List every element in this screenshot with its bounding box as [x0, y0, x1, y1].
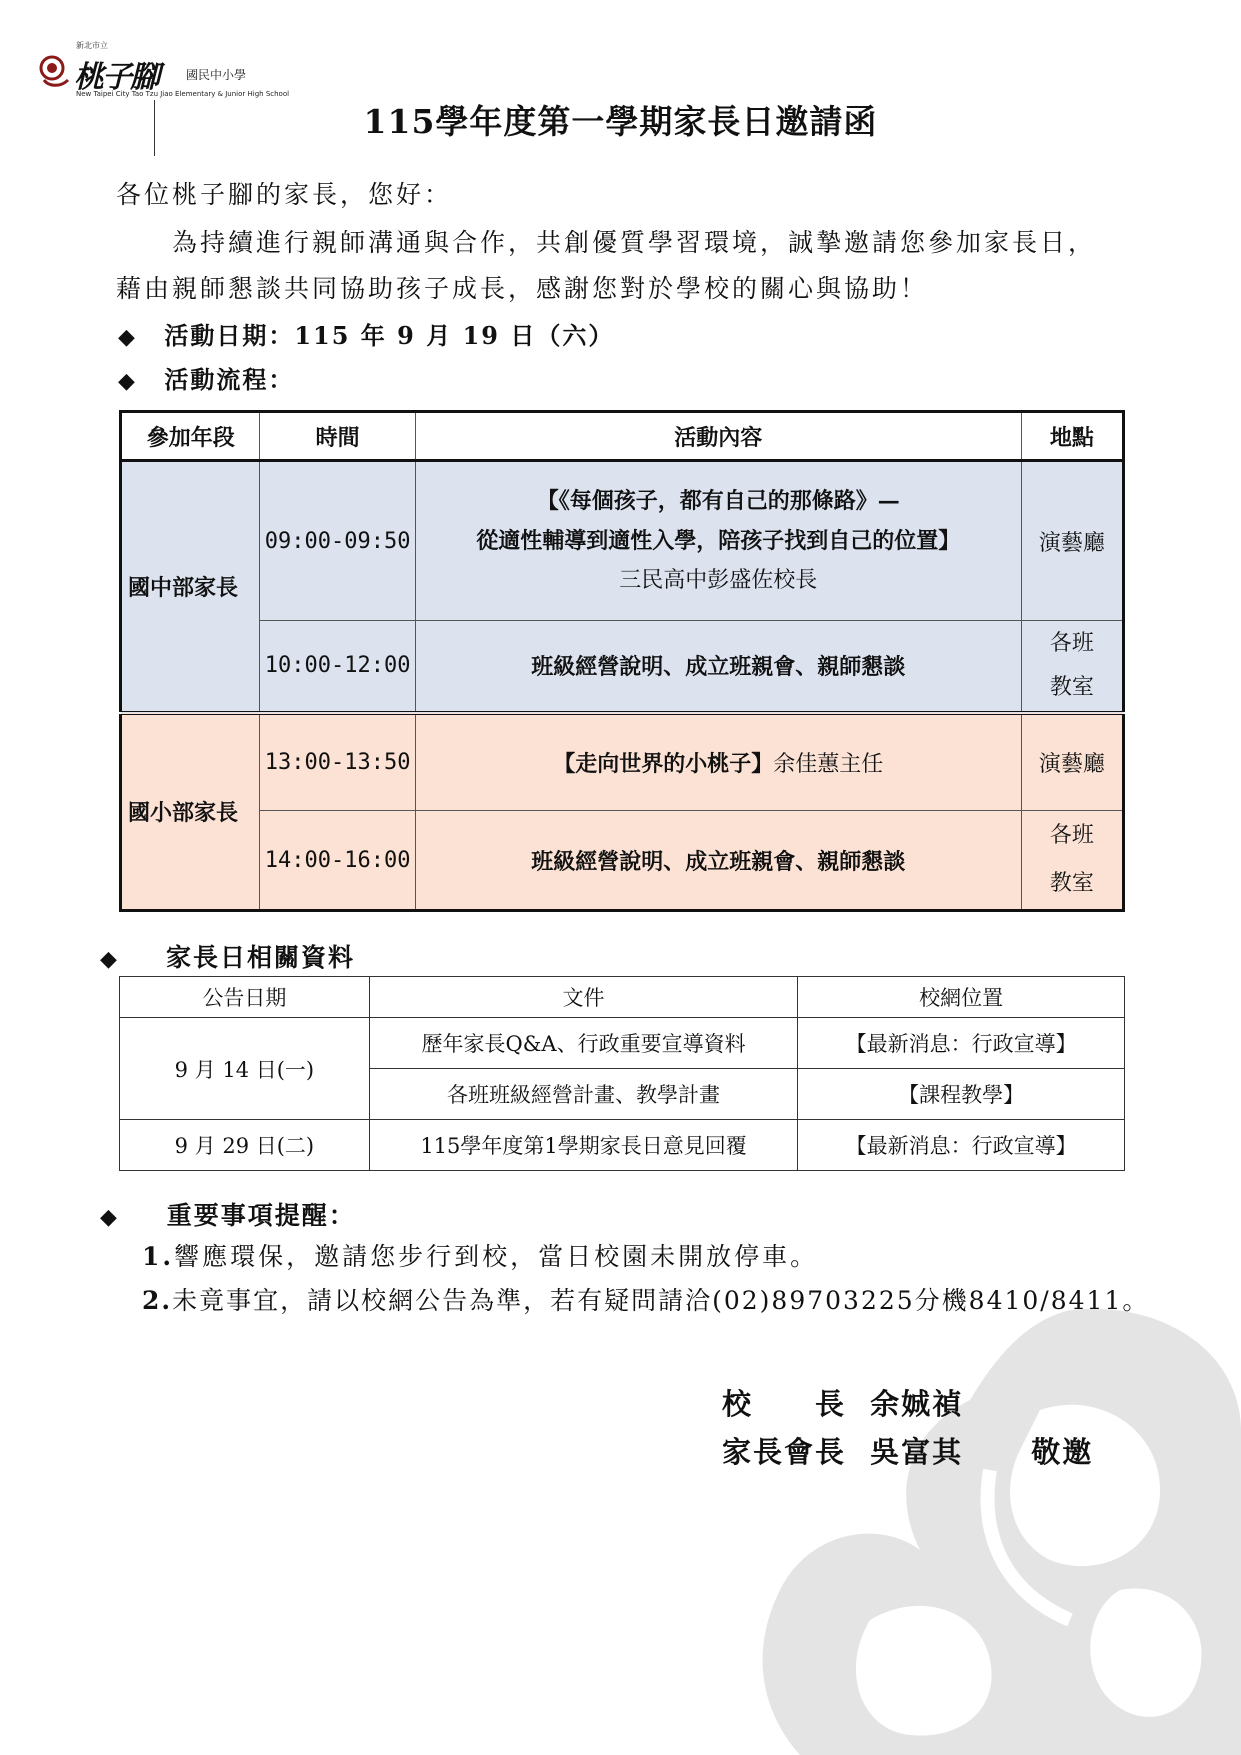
table-row	[121, 811, 1124, 911]
notes-label: 重要事項提醒：	[166, 1201, 356, 1230]
content-cell	[415, 461, 1021, 621]
header-document: 文件	[369, 977, 798, 1018]
document-cell: 115學年度第1學期家長日意見回覆	[369, 1120, 798, 1171]
time-cell: 09:00-09:50	[260, 461, 415, 621]
talk-title-line-2: 從適性輔導到適性入學，陪孩子找到自己的位置】	[476, 528, 961, 554]
place-cell	[1021, 621, 1123, 713]
page-title: 115學年度第一學期家長日邀請函	[363, 102, 878, 141]
content-cell	[415, 713, 1021, 811]
place-line-1: 各班	[1049, 823, 1094, 848]
resources-table	[119, 976, 1125, 1171]
note-item-1	[142, 1238, 818, 1276]
parent-chair-name: 吳富其	[870, 1435, 964, 1469]
table-row	[121, 621, 1124, 713]
header-content: 活動內容	[415, 412, 1021, 461]
table-row	[121, 461, 1124, 621]
note-item-2	[142, 1282, 1149, 1320]
bullet-flow	[118, 360, 294, 395]
note-number: 2.	[142, 1286, 173, 1315]
bullet-resources	[100, 938, 355, 974]
talk-title-line-1: 【《每個孩子，都有自己的那條路》—	[536, 488, 900, 514]
body-line-1: 為持續進行親師溝通與合作，共創優質學習環境，誠摯邀請您參加家長日，	[172, 228, 1097, 257]
body-line-2: 藉由親師懇談共同協助孩子成長，感謝您對於學校的關心與協助！	[116, 274, 929, 303]
table-row	[120, 1120, 1125, 1171]
greeting: 各位桃子腳的家長，您好：	[116, 180, 453, 209]
header-location: 校網位置	[798, 977, 1125, 1018]
watermark-logo-graphic	[740, 1290, 1241, 1755]
document-cell: 各班班級經營計畫、教學計畫	[369, 1069, 798, 1120]
logo-subtitle: 國民中小學	[186, 68, 247, 82]
note-number: 1.	[142, 1242, 175, 1271]
table-row	[120, 1018, 1125, 1069]
diamond-bullet-icon: ◆	[100, 1205, 119, 1230]
time-cell: 14:00-16:00	[260, 811, 415, 911]
note-text: 響應環保，邀請您步行到校，當日校園未開放停車。	[174, 1242, 819, 1271]
date-cell: 9 月 14 日(一)	[120, 1018, 370, 1120]
principal-title: 校 長	[722, 1387, 847, 1421]
closing-text: 敬邀	[1031, 1435, 1094, 1469]
place-cell	[1021, 811, 1123, 911]
logo-english-name: New Taipei City Tao Tzu Jiao Elementary & Junior High School	[76, 90, 290, 98]
diamond-bullet-icon: ◆	[118, 324, 137, 350]
parent-chair-title: 家長會長	[722, 1435, 847, 1469]
bullet-date	[118, 316, 614, 351]
place-line-2: 教室	[1049, 674, 1094, 700]
activity-flow-label: 活動流程：	[164, 365, 295, 394]
time-cell: 13:00-13:50	[260, 713, 415, 811]
activity-date: 活動日期：115 年 9 月 19 日（六）	[164, 321, 615, 350]
content-cell: 班級經營說明、成立班親會、親師懇談	[415, 621, 1021, 713]
group-elementary: 國小部家長	[121, 713, 260, 911]
location-cell: 【課程教學】	[798, 1069, 1125, 1120]
content-cell: 班級經營說明、成立班親會、親師懇談	[415, 811, 1021, 911]
place-cell: 演藝廳	[1021, 461, 1123, 621]
logo-name: 桃子腳	[74, 60, 158, 95]
schedule-header-row	[121, 412, 1124, 461]
header-grade: 參加年段	[121, 412, 260, 461]
place-cell: 演藝廳	[1021, 713, 1123, 811]
talk-title: 【走向世界的小桃子】	[553, 750, 774, 777]
location-cell: 【最新消息：行政宣導】	[798, 1018, 1125, 1069]
note-text: 未竟事宜，請以校網公告為準，若有疑問請洽(02)89703225分機8410/8411。	[172, 1286, 1150, 1315]
date-cell: 9 月 29 日(二)	[120, 1120, 370, 1171]
logo-small-text: 新北市立	[76, 41, 108, 50]
bullet-notes	[100, 1196, 356, 1232]
resources-header-row	[120, 977, 1125, 1018]
diamond-bullet-icon: ◆	[100, 947, 119, 972]
place-line-2: 教室	[1049, 871, 1094, 896]
group-junior: 國中部家長	[121, 461, 260, 713]
place-line-1: 各班	[1049, 630, 1094, 656]
document-cell: 歷年家長Q&A、行政重要宣導資料	[369, 1018, 798, 1069]
signature-principal	[722, 1382, 963, 1423]
resources-label: 家長日相關資料	[165, 943, 355, 972]
signature-parent-chair	[722, 1430, 1093, 1471]
header-place: 地點	[1021, 412, 1123, 461]
schedule-table	[119, 410, 1125, 912]
talk-speaker: 余佳蕙主任	[773, 751, 884, 777]
school-seal-icon	[38, 52, 72, 92]
diamond-bullet-icon: ◆	[118, 368, 137, 394]
time-cell: 10:00-12:00	[260, 621, 415, 713]
location-cell: 【最新消息：行政宣導】	[798, 1120, 1125, 1171]
table-row	[121, 713, 1124, 811]
talk-speaker: 三民高中彭盛佐校長	[619, 568, 818, 593]
header-date: 公告日期	[120, 977, 370, 1018]
header-time: 時間	[260, 412, 415, 461]
principal-name: 余娍禎	[870, 1387, 964, 1421]
